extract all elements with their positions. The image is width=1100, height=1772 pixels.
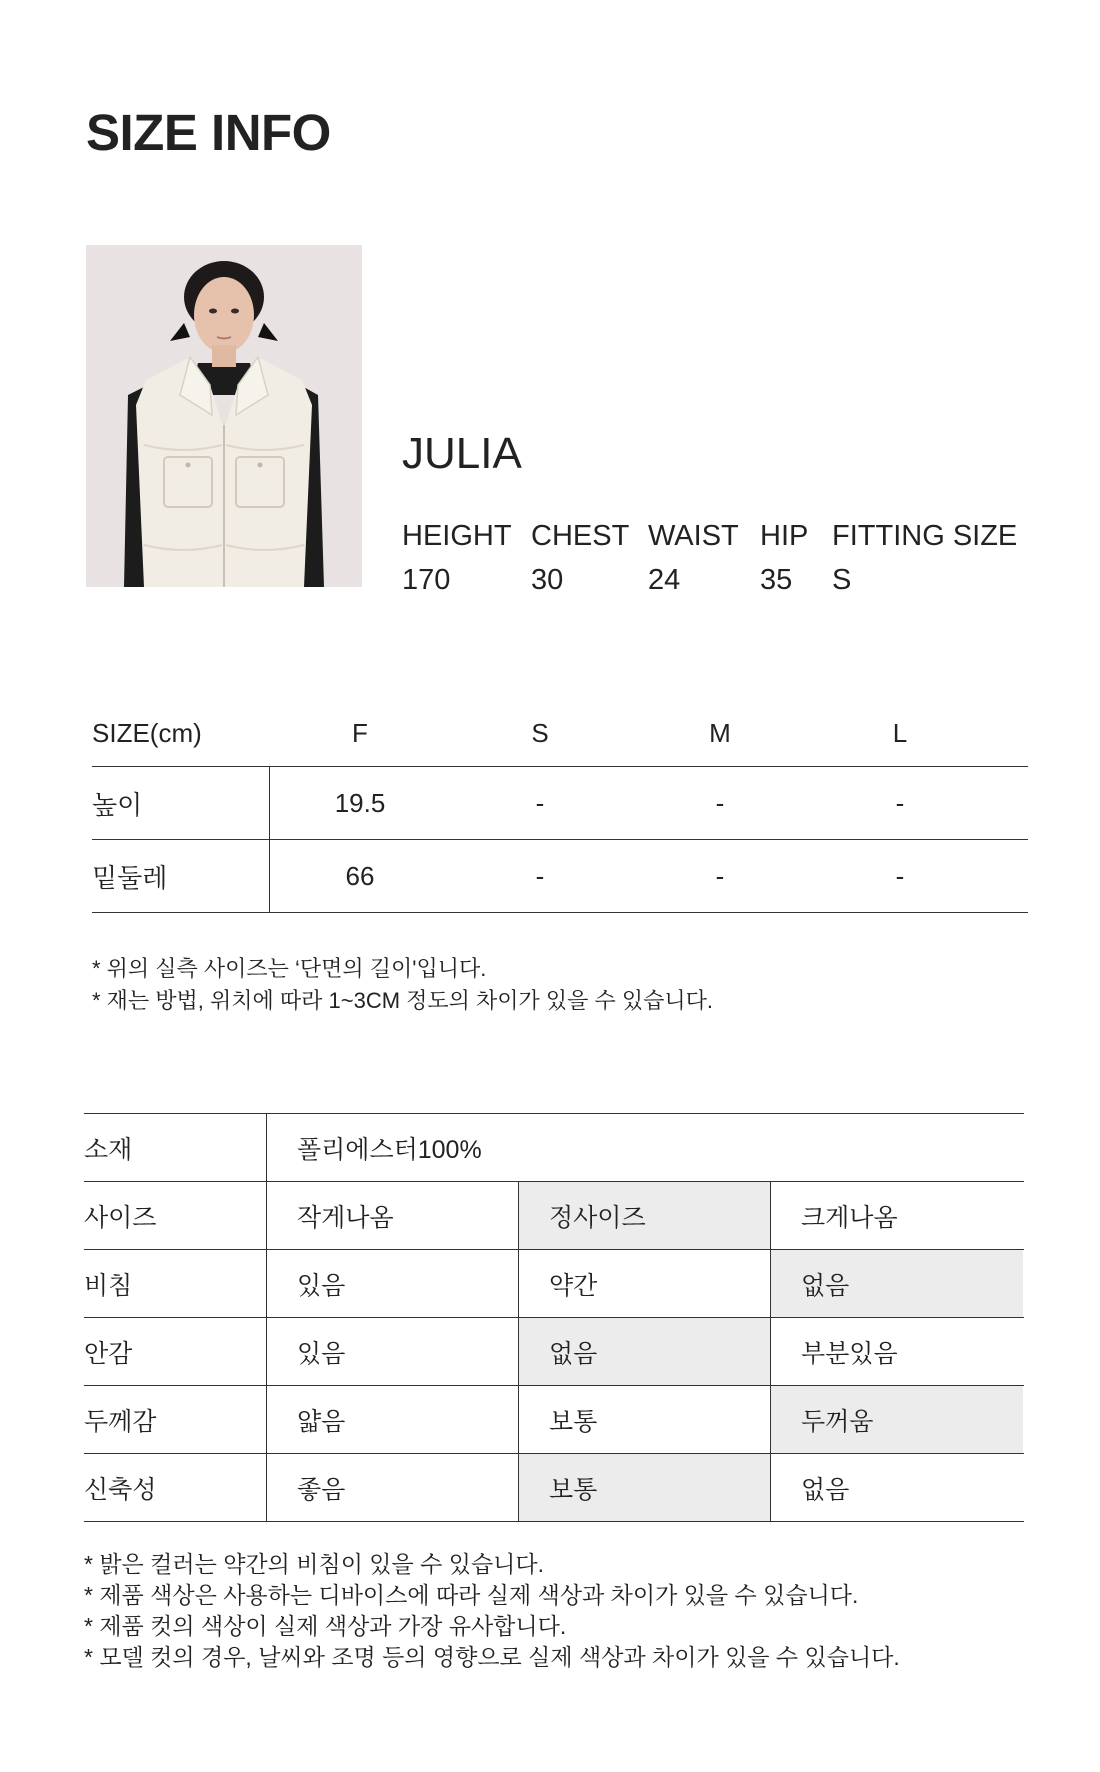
row-label: 두께감 — [84, 1386, 267, 1453]
table-cell: - — [715, 860, 725, 891]
note-line: * 제품 컷의 색상이 실제 색상과 가장 유사합니다. — [84, 1613, 567, 1639]
stat-value-hip: 35 — [760, 564, 793, 596]
size-table-header — [92, 700, 1028, 767]
table-row — [84, 1454, 1024, 1522]
model-illustration — [86, 245, 362, 587]
size-table — [92, 700, 1028, 913]
stat-label-hip: HIP — [760, 520, 809, 552]
table-cell: - — [535, 787, 545, 818]
option-cell: 좋음 — [267, 1454, 519, 1521]
option-cell-selected: 없음 — [771, 1250, 1023, 1317]
color-notes — [84, 1549, 900, 1673]
stat-label-fitting-size: FITTING SIZE — [832, 520, 1018, 552]
option-cell-selected: 두꺼움 — [771, 1386, 1023, 1453]
option-cell-selected: 정사이즈 — [519, 1182, 771, 1249]
model-stats — [402, 518, 1017, 598]
table-cell: - — [895, 860, 905, 891]
option-cell: 작게나옴 — [267, 1182, 519, 1249]
size-header-m: M — [709, 717, 731, 748]
row-label: 소재 — [84, 1114, 267, 1181]
table-row — [84, 1250, 1024, 1318]
material-value: 폴리에스터100% — [297, 1135, 482, 1164]
model-photo — [86, 245, 362, 587]
option-cell: 얇음 — [267, 1386, 519, 1453]
table-cell: - — [895, 787, 905, 818]
note-line: * 모델 컷의 경우, 날씨와 조명 등의 영향으로 실제 색상과 차이가 있을 수 있습니다. — [84, 1644, 900, 1670]
stat-value-height: 170 — [402, 564, 451, 596]
row-label: 밑둘레 — [92, 840, 270, 912]
stat-label-waist: WAIST — [648, 520, 739, 552]
option-cell-selected: 없음 — [519, 1318, 771, 1385]
row-label: 사이즈 — [84, 1182, 267, 1249]
table-cell: 66 — [345, 860, 375, 891]
option-cell: 보통 — [519, 1386, 771, 1453]
row-label: 안감 — [84, 1318, 267, 1385]
note-line: * 밝은 컬러는 약간의 비침이 있을 수 있습니다. — [84, 1551, 544, 1577]
size-table-header-label: SIZE(cm) — [92, 717, 202, 748]
table-cell: - — [535, 860, 545, 891]
table-row — [84, 1386, 1024, 1454]
option-cell: 없음 — [801, 1475, 850, 1504]
size-header-s: S — [531, 717, 549, 748]
table-row — [84, 1182, 1024, 1250]
size-header-f: F — [352, 717, 368, 748]
model-name: JULIA — [402, 429, 522, 478]
option-cell: 있음 — [267, 1318, 519, 1385]
note-line: * 재는 방법, 위치에 따라 1~3CM 정도의 차이가 있을 수 있습니다. — [92, 988, 713, 1013]
row-label: 비침 — [84, 1250, 267, 1317]
table-row — [92, 767, 1028, 840]
table-row — [92, 840, 1028, 913]
stat-value-waist: 24 — [648, 564, 681, 596]
table-row — [84, 1318, 1024, 1386]
option-cell: 있음 — [267, 1250, 519, 1317]
size-header-l: L — [892, 717, 908, 748]
table-row-material — [84, 1114, 1024, 1182]
stat-value-fitting-size: S — [832, 564, 852, 596]
fabric-info-table — [84, 1113, 1024, 1522]
table-cell: - — [715, 787, 725, 818]
note-line: * 제품 색상은 사용하는 디바이스에 따라 실제 색상과 차이가 있을 수 있습니다. — [84, 1582, 859, 1608]
option-cell: 부분있음 — [801, 1339, 898, 1368]
row-label: 높이 — [92, 767, 270, 839]
stat-label-chest: CHEST — [531, 520, 630, 552]
option-cell: 크게나옴 — [801, 1203, 898, 1232]
table-cell: 19.5 — [334, 787, 386, 818]
stat-label-height: HEIGHT — [402, 520, 512, 552]
measurement-notes — [92, 953, 713, 1017]
note-line: * 위의 실측 사이즈는 ‘단면의 길이'입니다. — [92, 956, 487, 981]
option-cell: 약간 — [519, 1250, 771, 1317]
row-label: 신축성 — [84, 1454, 267, 1521]
stat-value-chest: 30 — [531, 564, 564, 596]
page-title: SIZE INFO — [86, 104, 331, 161]
option-cell-selected: 보통 — [519, 1454, 771, 1521]
